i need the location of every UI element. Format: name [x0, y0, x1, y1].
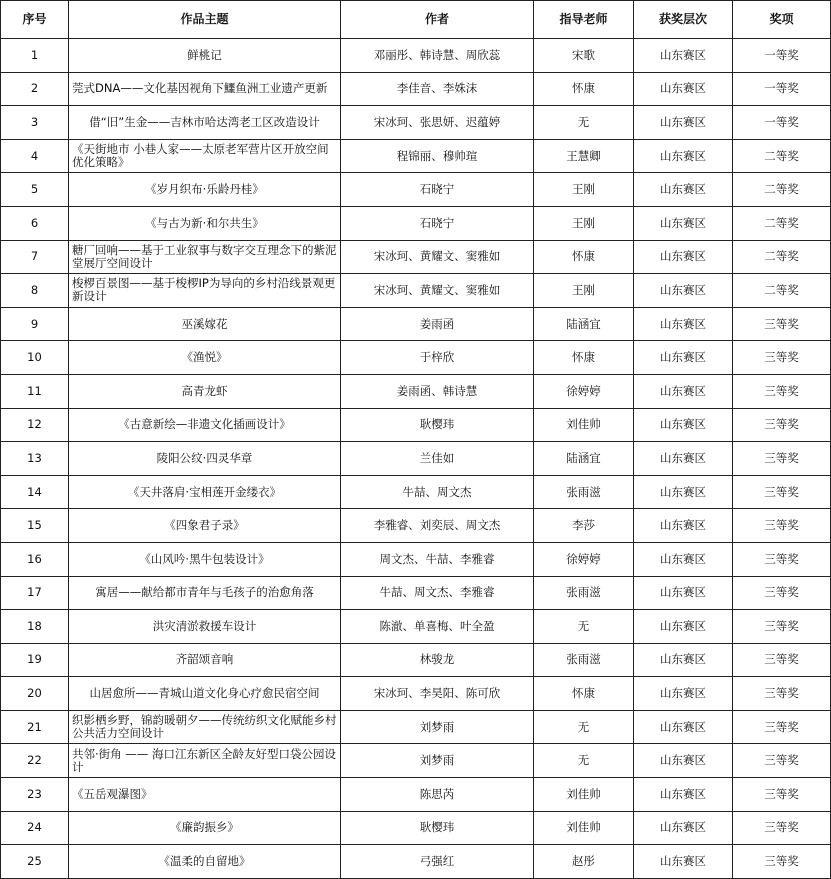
cell-level: 山东赛区 [634, 610, 733, 644]
table-row [1, 475, 831, 509]
cell-award: 三等奖 [733, 845, 831, 879]
cell-title: 《岁月织布·乐龄丹桂》 [69, 173, 341, 207]
cell-no: 18 [1, 610, 69, 644]
cell-title: 《四象君子录》 [69, 509, 341, 543]
cell-level: 山东赛区 [634, 744, 733, 778]
cell-award: 二等奖 [733, 139, 831, 173]
cell-award: 一等奖 [733, 106, 831, 140]
cell-authors: 牛喆、周文杰 [341, 475, 534, 509]
cell-level: 山东赛区 [634, 408, 733, 442]
table-row [1, 106, 831, 140]
cell-authors: 刘梦雨 [341, 744, 534, 778]
cell-teacher: 刘佳帅 [534, 408, 634, 442]
cell-title: 陵阳公纹·四灵华章 [69, 442, 341, 476]
cell-title: 糖厂回响——基于工业叙事与数字交互理念下的紫泥堂展厅空间设计 [69, 240, 341, 274]
cell-no: 17 [1, 576, 69, 610]
cell-title: 洪灾清淤救援车设计 [69, 610, 341, 644]
cell-teacher: 徐婷婷 [534, 542, 634, 576]
cell-title: 梭椤百景图——基于梭椤IP为导向的乡村沿线景观更新设计 [69, 274, 341, 308]
table-row [1, 744, 831, 778]
table-row [1, 206, 831, 240]
cell-level: 山东赛区 [634, 39, 733, 73]
cell-teacher: 怀康 [534, 240, 634, 274]
cell-authors: 程锦丽、穆帅瑄 [341, 139, 534, 173]
cell-authors: 耿樱玮 [341, 811, 534, 845]
cell-teacher: 张雨滋 [534, 576, 634, 610]
cell-title: 莞式DNA——文化基因视角下鱷鱼洲工业遗产更新 [69, 72, 341, 106]
cell-award: 三等奖 [733, 576, 831, 610]
cell-no: 4 [1, 139, 69, 173]
cell-level: 山东赛区 [634, 72, 733, 106]
cell-award: 三等奖 [733, 710, 831, 744]
cell-authors: 李佳音、李姝沫 [341, 72, 534, 106]
cell-level: 山东赛区 [634, 274, 733, 308]
cell-level: 山东赛区 [634, 106, 733, 140]
cell-title: 《山风吟·黑牛包装设计》 [69, 542, 341, 576]
cell-teacher: 无 [534, 710, 634, 744]
header-teacher: 指导老师 [534, 1, 634, 39]
cell-teacher: 怀康 [534, 677, 634, 711]
cell-teacher: 王刚 [534, 173, 634, 207]
cell-no: 11 [1, 374, 69, 408]
cell-award: 三等奖 [733, 509, 831, 543]
cell-teacher: 刘佳帅 [534, 811, 634, 845]
header-level: 获奖层次 [634, 1, 733, 39]
cell-title: 巫溪嫁花 [69, 307, 341, 341]
cell-no: 8 [1, 274, 69, 308]
cell-teacher: 无 [534, 610, 634, 644]
cell-level: 山东赛区 [634, 778, 733, 812]
table-row [1, 72, 831, 106]
cell-title: 借“旧”生金——吉林市哈达湾老工区改造设计 [69, 106, 341, 140]
cell-award: 三等奖 [733, 475, 831, 509]
cell-level: 山东赛区 [634, 845, 733, 879]
cell-authors: 于梓欣 [341, 341, 534, 375]
cell-title: 齐韶颂音响 [69, 643, 341, 677]
table-row [1, 240, 831, 274]
cell-title: 《天井落肩·宝相莲开金缕衣》 [69, 475, 341, 509]
cell-no: 23 [1, 778, 69, 812]
cell-title: 织影栖乡野，锦韵暖朝夕——传统纺织文化赋能乡村公共活力空间设计 [69, 710, 341, 744]
cell-no: 2 [1, 72, 69, 106]
cell-title: 鲜桃记 [69, 39, 341, 73]
table-row [1, 408, 831, 442]
cell-award: 二等奖 [733, 173, 831, 207]
cell-level: 山东赛区 [634, 240, 733, 274]
cell-no: 3 [1, 106, 69, 140]
cell-award: 三等奖 [733, 778, 831, 812]
cell-award: 二等奖 [733, 274, 831, 308]
cell-level: 山东赛区 [634, 139, 733, 173]
table-row [1, 274, 831, 308]
cell-authors: 兰佳如 [341, 442, 534, 476]
cell-level: 山东赛区 [634, 475, 733, 509]
cell-teacher: 无 [534, 744, 634, 778]
cell-award: 三等奖 [733, 643, 831, 677]
table-row [1, 845, 831, 879]
cell-teacher: 王刚 [534, 206, 634, 240]
cell-award: 三等奖 [733, 374, 831, 408]
cell-level: 山东赛区 [634, 542, 733, 576]
cell-teacher: 赵彤 [534, 845, 634, 879]
cell-authors: 周文杰、牛喆、李雅睿 [341, 542, 534, 576]
cell-authors: 弓强红 [341, 845, 534, 879]
cell-award: 三等奖 [733, 307, 831, 341]
cell-level: 山东赛区 [634, 811, 733, 845]
cell-award: 三等奖 [733, 744, 831, 778]
cell-no: 1 [1, 39, 69, 73]
cell-no: 19 [1, 643, 69, 677]
cell-level: 山东赛区 [634, 341, 733, 375]
cell-teacher: 怀康 [534, 341, 634, 375]
cell-award: 三等奖 [733, 341, 831, 375]
cell-no: 16 [1, 542, 69, 576]
cell-authors: 宋冰珂、黄耀文、窦雅如 [341, 240, 534, 274]
cell-level: 山东赛区 [634, 206, 733, 240]
cell-teacher: 刘佳帅 [534, 778, 634, 812]
cell-no: 7 [1, 240, 69, 274]
cell-no: 14 [1, 475, 69, 509]
cell-no: 12 [1, 408, 69, 442]
cell-award: 三等奖 [733, 610, 831, 644]
cell-level: 山东赛区 [634, 307, 733, 341]
cell-no: 15 [1, 509, 69, 543]
table-row [1, 173, 831, 207]
cell-authors: 刘梦雨 [341, 710, 534, 744]
cell-title: 《与古为新·和尔共生》 [69, 206, 341, 240]
header-authors: 作者 [341, 1, 534, 39]
table-row [1, 643, 831, 677]
cell-teacher: 陆涵宜 [534, 307, 634, 341]
table-row [1, 778, 831, 812]
cell-no: 20 [1, 677, 69, 711]
cell-authors: 姜雨函、韩诗慧 [341, 374, 534, 408]
cell-no: 9 [1, 307, 69, 341]
cell-title: 《温柔的自留地》 [69, 845, 341, 879]
cell-teacher: 王慧卿 [534, 139, 634, 173]
table-row [1, 139, 831, 173]
cell-authors: 宋冰珂、黄耀文、窦雅如 [341, 274, 534, 308]
cell-no: 22 [1, 744, 69, 778]
cell-no: 6 [1, 206, 69, 240]
cell-award: 一等奖 [733, 39, 831, 73]
cell-teacher: 宋歌 [534, 39, 634, 73]
cell-authors: 邓丽彤、韩诗慧、周欣蕊 [341, 39, 534, 73]
cell-authors: 陈思芮 [341, 778, 534, 812]
cell-title: 《廉韵振乡》 [69, 811, 341, 845]
cell-title: 《渔悦》 [69, 341, 341, 375]
cell-level: 山东赛区 [634, 173, 733, 207]
header-title: 作品主题 [69, 1, 341, 39]
cell-title: 《天街地市 小巷人家——太原老军营片区开放空间优化策略》 [69, 139, 341, 173]
table-row [1, 307, 831, 341]
cell-award: 一等奖 [733, 72, 831, 106]
cell-authors: 李雅睿、刘奕辰、周文杰 [341, 509, 534, 543]
cell-level: 山东赛区 [634, 374, 733, 408]
cell-authors: 耿樱玮 [341, 408, 534, 442]
cell-level: 山东赛区 [634, 442, 733, 476]
table-row [1, 677, 831, 711]
cell-level: 山东赛区 [634, 509, 733, 543]
cell-award: 三等奖 [733, 408, 831, 442]
cell-title: 《古意新绘—非遗文化插画设计》 [69, 408, 341, 442]
table-row [1, 374, 831, 408]
cell-title: 《五岳观瀑图》 [69, 778, 341, 812]
cell-teacher: 怀康 [534, 72, 634, 106]
table-body [1, 39, 831, 879]
table-row [1, 39, 831, 73]
cell-award: 三等奖 [733, 677, 831, 711]
cell-no: 21 [1, 710, 69, 744]
cell-teacher: 陆涵宜 [534, 442, 634, 476]
cell-level: 山东赛区 [634, 576, 733, 610]
cell-authors: 宋冰珂、李昊阳、陈可欣 [341, 677, 534, 711]
cell-award: 二等奖 [733, 240, 831, 274]
cell-authors: 姜雨函 [341, 307, 534, 341]
header-award: 奖项 [733, 1, 831, 39]
cell-teacher: 张雨滋 [534, 475, 634, 509]
cell-award: 三等奖 [733, 442, 831, 476]
cell-teacher: 李莎 [534, 509, 634, 543]
cell-title: 寓居——献给都市青年与毛孩子的治愈角落 [69, 576, 341, 610]
cell-level: 山东赛区 [634, 710, 733, 744]
cell-no: 10 [1, 341, 69, 375]
cell-no: 25 [1, 845, 69, 879]
table-row [1, 610, 831, 644]
cell-title: 山居愈所——青城山道文化身心疗愈民宿空间 [69, 677, 341, 711]
cell-no: 5 [1, 173, 69, 207]
cell-teacher: 无 [534, 106, 634, 140]
cell-authors: 牛喆、周文杰、李雅睿 [341, 576, 534, 610]
cell-teacher: 张雨滋 [534, 643, 634, 677]
cell-award: 三等奖 [733, 811, 831, 845]
table-row [1, 811, 831, 845]
cell-authors: 石晓宁 [341, 206, 534, 240]
table-row [1, 341, 831, 375]
cell-level: 山东赛区 [634, 677, 733, 711]
cell-authors: 石晓宁 [341, 173, 534, 207]
table-row [1, 442, 831, 476]
cell-no: 13 [1, 442, 69, 476]
cell-teacher: 王刚 [534, 274, 634, 308]
header-row [1, 1, 831, 39]
cell-teacher: 徐婷婷 [534, 374, 634, 408]
cell-authors: 陈澈、单喜梅、叶全盈 [341, 610, 534, 644]
table-row [1, 509, 831, 543]
cell-level: 山东赛区 [634, 643, 733, 677]
cell-award: 二等奖 [733, 206, 831, 240]
cell-no: 24 [1, 811, 69, 845]
cell-title: 共邻·街角 —— 海口江东新区全龄友好型口袋公园设计 [69, 744, 341, 778]
table-row [1, 710, 831, 744]
cell-authors: 宋冰珂、张思妍、迟蕴婷 [341, 106, 534, 140]
table-row [1, 576, 831, 610]
header-no: 序号 [1, 1, 69, 39]
cell-authors: 林骏龙 [341, 643, 534, 677]
cell-award: 三等奖 [733, 542, 831, 576]
table-row [1, 542, 831, 576]
cell-title: 高青龙虾 [69, 374, 341, 408]
